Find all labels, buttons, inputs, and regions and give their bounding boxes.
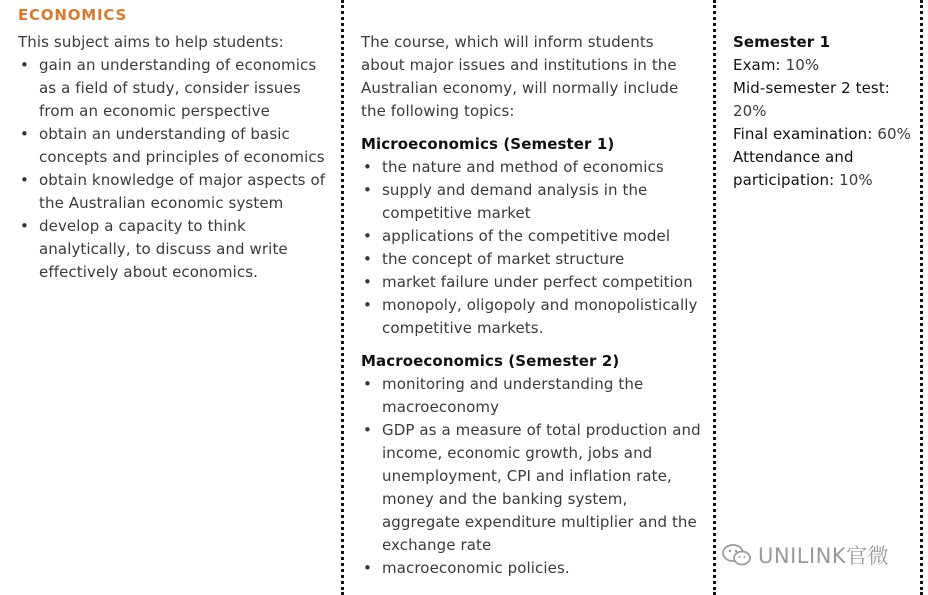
column-divider-1	[341, 0, 344, 595]
aim-item: • gain an understanding of economics as a field of study, consider issues from an economic perspective	[18, 54, 336, 123]
assessment-heading: Semester 1	[733, 33, 831, 51]
topic-item: • supply and demand analysis in the competitive market	[361, 179, 701, 225]
aim-item: • obtain an understanding of basic concepts and principles of economics	[18, 123, 336, 169]
assessment-line: Attendance and participation: 10%	[733, 148, 873, 189]
assessment-line: Exam: 10%	[733, 56, 820, 74]
subject-title: ECONOMICS	[18, 6, 128, 24]
topic-item: • monopoly, oligopoly and monopolistically competitive markets.	[361, 294, 701, 340]
aim-item: • obtain knowledge of major aspects of the Australian economic system	[18, 169, 336, 215]
wechat-icon	[722, 543, 752, 567]
column-divider-3	[920, 0, 923, 595]
topic-item: • GDP as a measure of total production and income, economic growth, jobs and unemployment, CPI and inflation rate, money and the banking system, aggregate expenditure multiplier and the exchange rate	[361, 419, 701, 557]
column-divider-2	[713, 0, 716, 595]
assessment-line: Final examination: 60%	[733, 125, 911, 143]
aims-list	[18, 54, 336, 284]
subject-aims-column	[18, 4, 336, 284]
micro-heading: Microeconomics (Semester 1)	[361, 135, 615, 153]
topic-item: • macroeconomic policies.	[361, 557, 701, 580]
topic-item: • the concept of market structure	[361, 248, 701, 271]
assessment-column	[733, 31, 918, 192]
macro-heading: Macroeconomics (Semester 2)	[361, 352, 620, 370]
assessment-line: Mid-semester 2 test: 20%	[733, 79, 890, 120]
topic-item: • applications of the competitive model	[361, 225, 701, 248]
aim-item: • develop a capacity to think analytically, to discuss and write effectively about economics.	[18, 215, 336, 284]
course-topics-column	[361, 31, 701, 580]
course-intro: The course, which will inform students about major issues and institutions in the Australian economy, will normally include the following topics:	[361, 33, 679, 120]
aims-intro: This subject aims to help students:	[18, 33, 284, 51]
watermark-text: UNILINK官微	[758, 544, 890, 568]
topic-item: • monitoring and understanding the macroeconomy	[361, 373, 701, 419]
macro-topics-list	[361, 373, 701, 580]
topic-item: • market failure under perfect competition	[361, 271, 701, 294]
topic-item: • the nature and method of economics	[361, 156, 701, 179]
watermark	[722, 540, 889, 570]
micro-topics-list	[361, 156, 701, 340]
